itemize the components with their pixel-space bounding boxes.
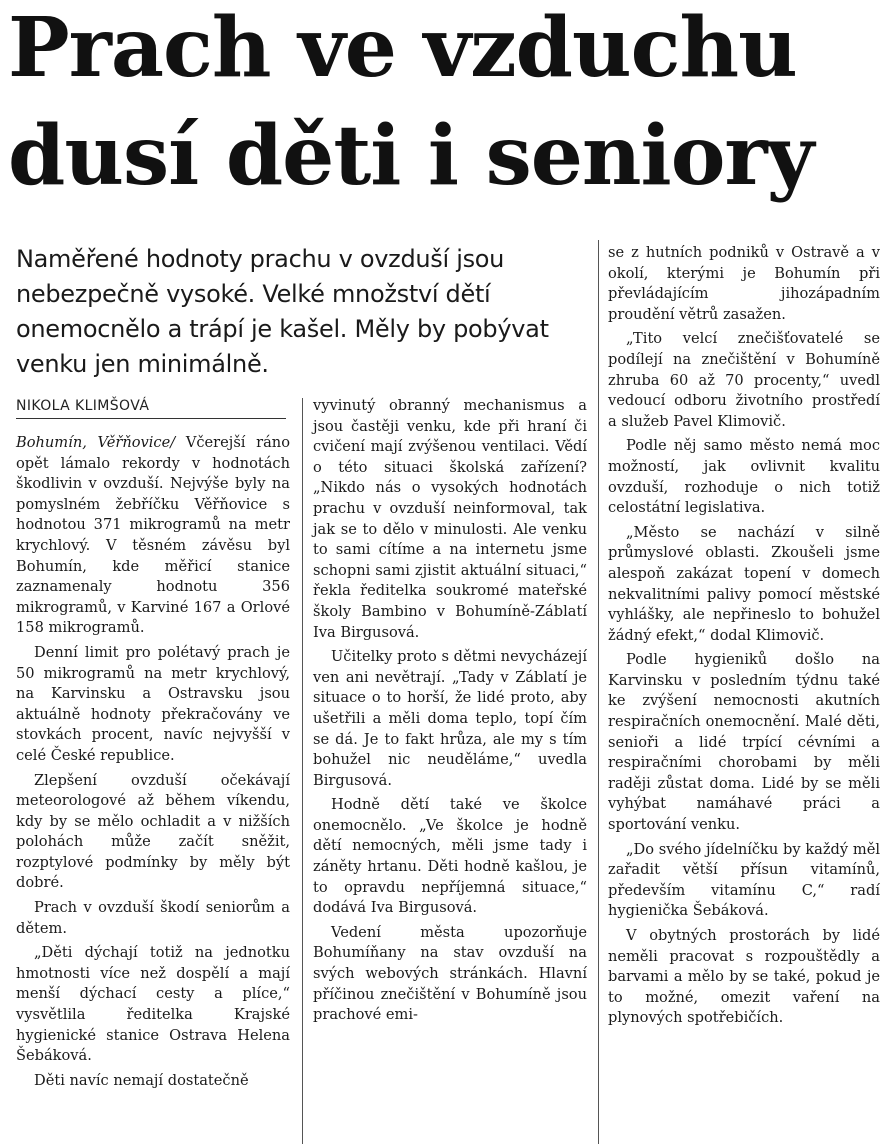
paragraph: Zlepšení ovzduší očekávají meteorologové až během víkendu, kdy by se mělo ochladit a v nižších polohách může začít sněžit, rozptylové podmínky by měly být dobré. xyxy=(16,771,290,892)
paragraph: se z hutních podniků v Ostravě a v okolí, kterými je Bohumín při převládajícím jihozápadním proudění větrů zasažen. xyxy=(608,244,880,323)
paragraph: Hodně dětí také ve školce onemocnělo. „Ve školce je hodně dětí nemocných, měli jsme tady i záněty hrtanu. Děti hodně kašlou, je to opravdu nepříjemná situace,“ dodává Iva Birgusová. xyxy=(313,796,587,917)
dateline: Bohumín, Věřňovice/ xyxy=(16,434,176,451)
lead-paragraph: Naměřené hodnoty prachu v ovzduší jsou nebezpečně vysoké. Velké množství dětí onemocnělo a trápí je kašel. Měly by pobývat venku jen minimálně. xyxy=(16,245,549,378)
paragraph: vyvinutý obranný mechanismus a jsou častěji venku, kde při hraní či cvičení mají zvýšenou ventilaci. Vědí o této situaci školská zařízení? „Nikdo nás o vysokých hodnotách prachu v ovzduší neinformoval, tak jak se to dělo v minulosti. Ale venku to sami cítíme a na internetu jsme schopni sami zjistit aktuální situaci,“ řekla ředitelka soukromé mateřské školy Bambino v Bohumíně-Záblatí Iva Birgusová. xyxy=(313,397,587,641)
article-column-2 xyxy=(313,396,587,1030)
paragraph: Bohumín, Věřňovice/ Včerejší ráno opět lámalo rekordy v hodnotách škodlivin v ovzduší. Nejvýše byly na pomyslném žebříčku Věřňovice s hodnotou 371 mikrogramů na metr krychlový. V těsném závěsu byl Bohumín, kde měřicí stanice zaznamenaly hodnotu 356 mikrogramů, v Karviné 167 a Orlové 158 mikrogramů. xyxy=(16,434,290,637)
article-column-1 xyxy=(16,433,290,1095)
paragraph: Prach v ovzduší škodí seniorům a dětem. xyxy=(16,899,290,937)
paragraph: Podle hygieniků došlo na Karvinsku v posledním týdnu také ke zvýšení nemocnosti akutních respiračních onemocnění. Malé děti, senioři a lidé trpící cévními a respiračními chorobami by měli raději zůstat doma. Lidé by se měli vyhýbat namáhavé práci a sportování venku. xyxy=(608,651,880,834)
paragraph: „Město se nachází v silně průmyslové oblasti. Zkoušeli jsme alespoň zakázat topení v domech nekvalitními palivy pomocí městské vyhlášky, ale nepřineslo to bohužel žádný efekt,“ dodal Klimovič. xyxy=(608,523,880,644)
headline xyxy=(8,0,888,210)
column-divider xyxy=(598,240,599,1144)
paragraph: Děti navíc nemají dostatečně xyxy=(34,1071,249,1089)
headline-line-1: Prach ve vzduchu xyxy=(8,0,797,96)
paragraph: „Děti dýchají totiž na jednotku hmotnosti více než dospělí a mají menší dýchací cesty a plíce,“ vysvětlila ředitelka Krajské hygienické stanice Ostrava Helena Šebáková. xyxy=(16,944,290,1065)
headline-line-2: dusí děti i seniory xyxy=(8,108,814,204)
paragraph: Učitelky proto s dětmi nevycházejí ven ani nevětrají. „Tady v Záblatí je situace o to horší, že lidé proto, aby ušetřili a měli doma teplo, topí čím se dá. Je to fakt hrůza, ale my s tím bohužel nic neuděláme,“ uvedla Birgusová. xyxy=(313,648,587,789)
column-divider xyxy=(302,398,303,1144)
paragraph: Podle něj samo město nemá moc možností, jak ovlivnit kvalitu ovzduší, rozhoduje o nich totiž celostátní legislativa. xyxy=(608,437,880,517)
paragraph: Vedení města upozorňuje Bohumíňany na stav ovzduší na svých webových stránkách. Hlavní příčinou znečištění v Bohumíně jsou prachové emi- xyxy=(313,923,587,1024)
paragraph: „Do svého jídelníčku by každý měl zařadit větší přísun vitamínů, především vitamínu C,“ radí hygienička Šebáková. xyxy=(608,840,880,920)
article-column-3 xyxy=(608,243,880,1033)
paragraph: V obytných prostorách by lidé neměli pracovat s rozpouštědly a barvami a mělo by se také, pokud je to možné, omezit vaření na plynových spotřebičích. xyxy=(608,927,880,1027)
paragraph: „Tito velcí znečišťovatelé se podílejí na znečištění v Bohumíně zhruba 60 až 70 procenty,“ uvedl vedoucí odboru životního prostředí a služeb Pavel Klimovič. xyxy=(608,330,880,430)
paragraph: Denní limit pro polétavý prach je 50 mikrogramů na metr krychlový, na Karvinsku a Ostravsku jsou aktuálně hodnoty překračovány ve stovkách procent, navíc nejvyšší v celé České republice. xyxy=(16,643,290,764)
byline: NIKOLA KLIMŠOVÁ xyxy=(16,398,286,419)
